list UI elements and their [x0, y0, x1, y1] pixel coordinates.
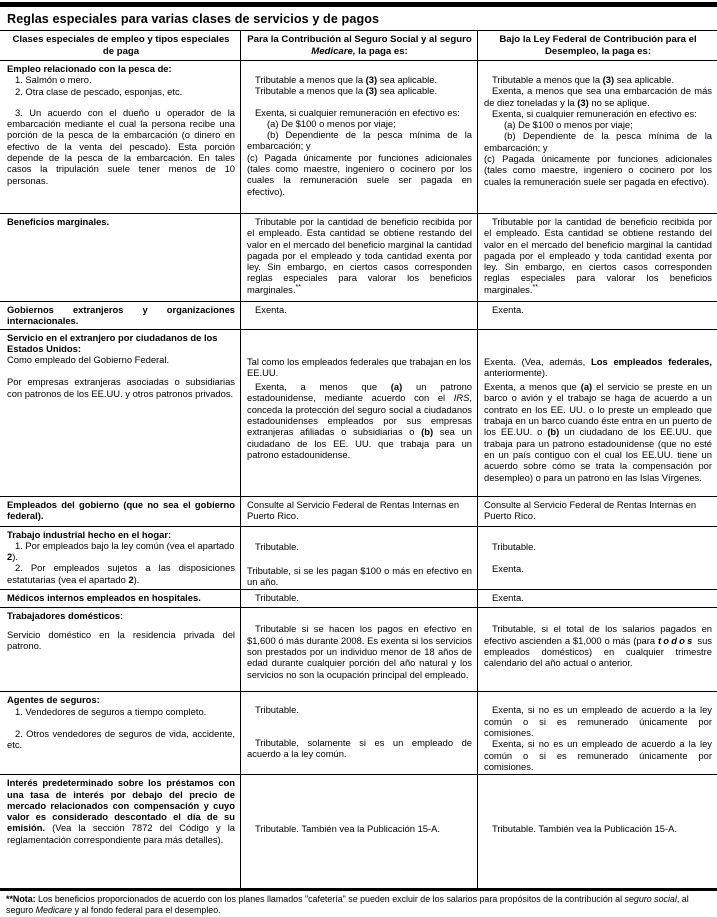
text-run: Tal como los empleados federales que trabajan en los EE.UU.	[247, 355, 472, 378]
text-run: Tributable.	[492, 540, 536, 552]
table-row	[0, 214, 717, 302]
text-run: (b) Dependiente de la pesca mínima de la embarcación; y	[484, 130, 712, 153]
text-run: Empleo relacionado con la pesca de:	[7, 63, 172, 74]
paragraph	[247, 737, 472, 760]
paragraph	[7, 562, 235, 585]
table-cell	[0, 214, 240, 301]
text-run: **Nota:	[6, 894, 36, 905]
table-row	[0, 330, 717, 497]
paragraph	[484, 738, 712, 772]
text-run: Empleados del gobierno (que no sea el gobierno federal).	[7, 498, 235, 521]
text-run: 2. Otra clase de pescado, esponjas, etc.	[15, 85, 183, 97]
text-run: 1. Vendedores de seguros a tiempo completo.	[15, 705, 207, 717]
table-row	[0, 61, 717, 214]
text-run: Tributable a menos que la	[255, 74, 366, 85]
text-run: Consulte al Servicio Federal de Rentas Internas en Puerto Rico.	[247, 498, 460, 521]
text-run: Exenta, a menos que	[484, 381, 581, 393]
paragraph	[484, 130, 712, 153]
text-run: el servicio se preste en un barco o avión y el trabajo se haga de acuerdo a un contrato en los EE. UU. o lo preste un empleado que trabaja en un barco cuando éste entra en un puerto de los EE.UU. o	[484, 381, 712, 438]
table-cell	[0, 692, 240, 774]
text-run: (3)	[577, 96, 589, 108]
table-cell	[240, 527, 477, 590]
paragraph	[247, 152, 472, 197]
text-run: (a)	[390, 381, 403, 393]
text-run: ).	[12, 551, 18, 563]
text-run: ).	[133, 573, 140, 585]
table-cell	[0, 527, 240, 590]
table-cell	[0, 497, 240, 526]
table-cell	[477, 692, 717, 774]
table-cell	[477, 497, 717, 526]
text-run: Tributable a menos que la	[255, 85, 366, 97]
paragraph	[484, 108, 712, 119]
table-cell	[240, 302, 477, 329]
text-run: Medicare,	[311, 45, 356, 57]
text-run: Tributable a menos que la	[492, 74, 603, 85]
text-run: sea aplicable.	[377, 85, 438, 97]
text-run: la paga es:	[355, 45, 408, 57]
table-cell	[240, 608, 477, 691]
paragraph	[7, 216, 235, 227]
table-cell	[477, 590, 717, 607]
paragraph	[247, 541, 472, 552]
text-run: 2. Por empleados sujetos a las disposiciones estatutarias (vea el apartado	[7, 562, 235, 585]
text-run: Exenta. (Vea, además,	[484, 355, 591, 367]
table-cell	[477, 775, 717, 888]
text-run: (c) Pagada únicamente por funciones adicionales (tales como maestre, ingeniero o cocinero por los cuales la remuneración suele ser pagada en efectivo).	[484, 153, 712, 187]
text-run: Tributable, solamente si es un empleado de acuerdo a la ley común.	[247, 736, 472, 760]
document-page	[0, 2, 717, 917]
paragraph	[247, 107, 472, 118]
text-run: (b) Dependiente de la pesca mínima de la embarcación; y	[247, 129, 472, 152]
table-cell	[477, 214, 717, 301]
paragraph	[247, 356, 472, 379]
paragraph	[484, 153, 712, 187]
table-row	[0, 527, 717, 591]
paragraph	[484, 499, 712, 522]
text-run: Tributable por la cantidad de beneficio recibida por el empleado. Esta cantidad se obtiene restando del valor en el mercado del beneficio marginal la cantidad pagada por el empleado y toda cantidad exenta por ley. Sin embargo, en ciertos casos corresponden reglas especiales para valorar los beneficios marginales.	[484, 216, 712, 295]
text-run: Exenta, a menos que	[255, 381, 391, 393]
text-run: **	[532, 283, 538, 291]
table-header-row	[0, 31, 717, 61]
table-row	[0, 302, 717, 330]
paragraph	[484, 381, 712, 483]
table-title: Reglas especiales para varias clases de servicios y de pagos	[7, 12, 380, 26]
text-run: Trabajo industrial hecho en el hogar:	[7, 528, 172, 540]
text-run: un ciudadano de los EE.UU. que trabaja para un patrono estadounidense (que no esté en un país contiguo con el cual los EE.UU. tiene un acuerdo sobre cómo se trata la compensación por desempleo) o para un patrono en las Islas Vírgenes.	[484, 426, 712, 483]
text-run: Tributable, si el total de los salarios pagados en efectivo ascienden a $1,000 o más (para	[484, 623, 712, 646]
text-run: Los beneficios proporcionados de acuerdo con los planes llamados "cafetería" se pueden excluir de los salarios para propósitos de la contribución al	[35, 894, 625, 905]
text-run: Exenta, si no es un empleado de acuerdo a la ley común o si es remunerado únicamente por comisiones.	[484, 738, 712, 772]
text-run: **	[295, 283, 301, 291]
paragraph	[484, 74, 712, 85]
table-cell	[240, 497, 477, 526]
paragraph	[247, 85, 472, 96]
table-row	[0, 497, 717, 527]
paragraph	[247, 381, 472, 460]
text-run: anteriormente).	[484, 366, 548, 378]
table-row	[0, 775, 717, 888]
table-cell	[0, 590, 240, 607]
text-run: y al fondo federal para el desempleo.	[72, 904, 221, 915]
text-run: Los empleados federales,	[591, 355, 712, 367]
header-col-employment-classes	[0, 31, 240, 60]
text-run: , al seguro	[6, 894, 689, 915]
text-run: Exenta.	[492, 304, 524, 315]
text-run: Agentes de seguros:	[7, 694, 100, 706]
paragraph	[7, 592, 235, 603]
table-cell	[477, 302, 717, 329]
text-run: Tributable por la cantidad de beneficio recibida por el empleado. Esta cantidad se obtiene restando del valor en el mercado del beneficio marginal la cantidad pagada por el empleado y toda cantidad exenta por ley. Sin embargo, en ciertos casos corresponden reglas especiales para valorar los beneficios marginales.	[247, 216, 472, 295]
footnote	[0, 891, 717, 917]
text-run: sea un ciudadano de los EE. UU. que trabaja para un patrono estadounidense.	[247, 426, 472, 460]
table-cell	[240, 214, 477, 301]
text-run: Exenta, si cualquier remuneración en efectivo es:	[255, 106, 460, 118]
paragraph	[7, 63, 235, 74]
text-run: Exenta, si cualquier remuneración en efectivo es:	[492, 107, 697, 119]
paragraph	[484, 541, 712, 552]
text-run: Tributable, si se les pagan $100 o más en efectivo en un año.	[247, 564, 472, 588]
text-run: 1. Salmón o mero.	[15, 74, 92, 86]
table-cell	[0, 608, 240, 691]
paragraph	[247, 34, 472, 57]
text-run: (a)	[580, 381, 593, 393]
table-row	[0, 608, 717, 692]
text-run: no se aplique.	[588, 96, 650, 108]
paragraph	[7, 706, 235, 717]
text-run: Tributable si se hacen los pagos en efectivo en $1,600 ó más durante 2008. Es exenta si los servicios son prestados por un individuo menor de 18 años de edad durante cualquier porción del año natural y los servicios no son la ocupación principal del empleado.	[247, 623, 472, 680]
text-run: Tributable. También vea la Publicación 15-A.	[492, 823, 677, 835]
table-cell	[240, 590, 477, 607]
paragraph	[7, 107, 235, 186]
text-run: seguro social	[624, 894, 677, 905]
paragraph	[484, 823, 712, 834]
text-run: 2	[7, 551, 13, 563]
text-run: Para la Contribución al Seguro Social y al seguro	[247, 34, 472, 45]
paragraph	[247, 74, 472, 85]
paragraph	[247, 216, 472, 295]
paragraph	[247, 304, 472, 315]
paragraph	[484, 34, 712, 57]
paragraph	[247, 118, 472, 129]
text-run: Interés predeterminado sobre los préstamos con una tasa de interés por debajo del precio de mercado relacionados con compensación y cuyo valor es considerado descontado el día de su emisión.	[7, 777, 235, 834]
paragraph	[247, 704, 472, 715]
text-run: Por empresas extranjeras asociadas o subsidiarias con patronos de los EE.UU. y otros patronos privados.	[7, 376, 235, 399]
paragraph	[484, 216, 712, 295]
paragraph	[7, 376, 235, 399]
text-run: (a) De $100 o menos por viaje;	[267, 117, 396, 129]
text-run: Gobiernos extranjeros y organizaciones internacionales.	[7, 304, 235, 327]
table-row	[0, 590, 717, 608]
paragraph	[7, 610, 235, 621]
paragraph	[484, 85, 712, 108]
text-run: Servicio doméstico en la residencia privada del patrono.	[7, 628, 235, 652]
table-cell	[240, 330, 477, 496]
text-run: sus empleados domésticos) en cualquier trimestre calendario del año actual o anterior.	[484, 634, 712, 669]
text-run: (c) Pagada únicamente por funciones adicionales (tales como maestre, ingeniero o cocinero por los cuales la remuneración suele ser pagada en efectivo).	[247, 151, 472, 197]
text-run: Exenta, si no es un empleado de acuerdo a la ley común o si es remunerado únicamente por comisiones.	[484, 704, 712, 739]
text-run: (a) De $100 o menos por viaje;	[504, 119, 633, 131]
text-run: (b)	[547, 426, 560, 438]
text-run: sea aplicable.	[377, 74, 438, 85]
paragraph	[247, 499, 472, 522]
paragraph	[484, 704, 712, 738]
paragraph	[7, 728, 235, 751]
text-run: 3. Un acuerdo con el dueño u operador de la embarcación mediante el cual la persona recibe una porción de la pesca de la embarcación (o dinero en efectivo de la venta del pescado). Esta porción depende de la pesca de la embarcación. En tales casos la tripulación suele tener menos de 10 personas.	[7, 106, 235, 186]
paragraph	[7, 499, 235, 522]
table-cell	[240, 775, 477, 888]
paragraph	[484, 563, 712, 574]
text-run: Bajo la Ley Federal de Contribución para el Desempleo, la paga es:	[499, 34, 697, 57]
paragraph	[484, 304, 712, 315]
text-run: sea aplicable.	[614, 74, 675, 85]
paragraph	[7, 304, 235, 327]
text-run: (Vea la sección 7872 del Código y la reglamentación correspondiente para más detalles).	[7, 822, 235, 845]
paragraph	[484, 623, 712, 668]
paragraph	[7, 629, 235, 652]
text-run: Médicos internos empleados en hospitales.	[7, 592, 201, 604]
paragraph	[7, 74, 235, 85]
text-run: Exenta.	[492, 592, 524, 604]
table-cell	[477, 608, 717, 691]
paragraph	[247, 823, 472, 834]
paragraph	[7, 86, 235, 97]
text-run: Tributable.	[255, 592, 299, 604]
text-run: un patrono estadounidense, mediante acuerdo con el	[247, 381, 472, 404]
paragraph	[247, 592, 472, 603]
paragraph	[7, 354, 235, 365]
text-run: Medicare	[35, 904, 73, 915]
text-run: (3)	[602, 74, 615, 85]
text-run: Tributable.	[255, 704, 299, 716]
text-run: Trabajadores domésticos:	[7, 610, 124, 622]
paragraph	[484, 592, 712, 603]
text-run: Servicio en el extranjero por ciudadanos de los Estados Unidos:	[7, 331, 218, 354]
table-cell	[477, 61, 717, 213]
table-cell	[477, 527, 717, 590]
text-run: 1. Por empleados bajo la ley común (vea el apartado	[15, 539, 235, 551]
text-run: Consulte al Servicio Federal de Rentas Internas en Puerto Rico.	[484, 498, 697, 521]
paragraph	[7, 529, 235, 540]
text-run: Clases especiales de empleo y tipos especiales de paga	[12, 34, 230, 57]
paragraph	[7, 694, 235, 705]
paragraph	[484, 119, 712, 130]
table-cell	[240, 692, 477, 774]
paragraph	[247, 623, 472, 679]
table-cell	[240, 61, 477, 213]
paragraph	[7, 540, 235, 563]
text-run: Como empleado del Gobierno Federal.	[7, 354, 170, 366]
text-run: (3)	[365, 74, 378, 85]
header-col-social-security-medicare	[240, 31, 477, 60]
text-run: Beneficios marginales.	[7, 216, 110, 227]
paragraph	[7, 34, 235, 57]
text-run: (b)	[421, 426, 434, 438]
paragraph	[6, 894, 711, 915]
header-col-futa	[477, 31, 717, 60]
text-run: , conceda la protección del seguro social a ciudadanos estadounidenses empleados por sus empresas extranjeras afiliadas o subsidiarias o	[247, 392, 472, 438]
table-body	[0, 61, 717, 888]
paragraph	[7, 332, 235, 355]
text-run: Exenta.	[255, 304, 287, 315]
text-run: Tributable. También vea la Publicación 15-A.	[255, 823, 440, 835]
paragraph	[247, 565, 472, 588]
paragraph	[7, 777, 235, 845]
text-run: 2. Otros vendedores de seguros de vida, accidente, etc.	[7, 728, 235, 751]
table-cell	[0, 775, 240, 888]
text-run: todos	[657, 634, 695, 646]
text-run: (3)	[365, 85, 378, 97]
text-run: Exenta, a menos que sea una embarcación de más de diez toneladas y la	[484, 85, 712, 108]
text-run: 2	[128, 573, 134, 585]
table-row	[0, 692, 717, 775]
table-cell	[0, 330, 240, 496]
special-rules-table	[0, 30, 717, 891]
paragraph	[247, 129, 472, 152]
text-run: Exenta.	[492, 562, 524, 574]
table-cell	[477, 330, 717, 496]
table-cell	[0, 302, 240, 329]
text-run: IRS	[453, 392, 470, 404]
table-cell	[0, 61, 240, 213]
paragraph	[484, 356, 712, 379]
text-run: Tributable.	[255, 540, 299, 552]
